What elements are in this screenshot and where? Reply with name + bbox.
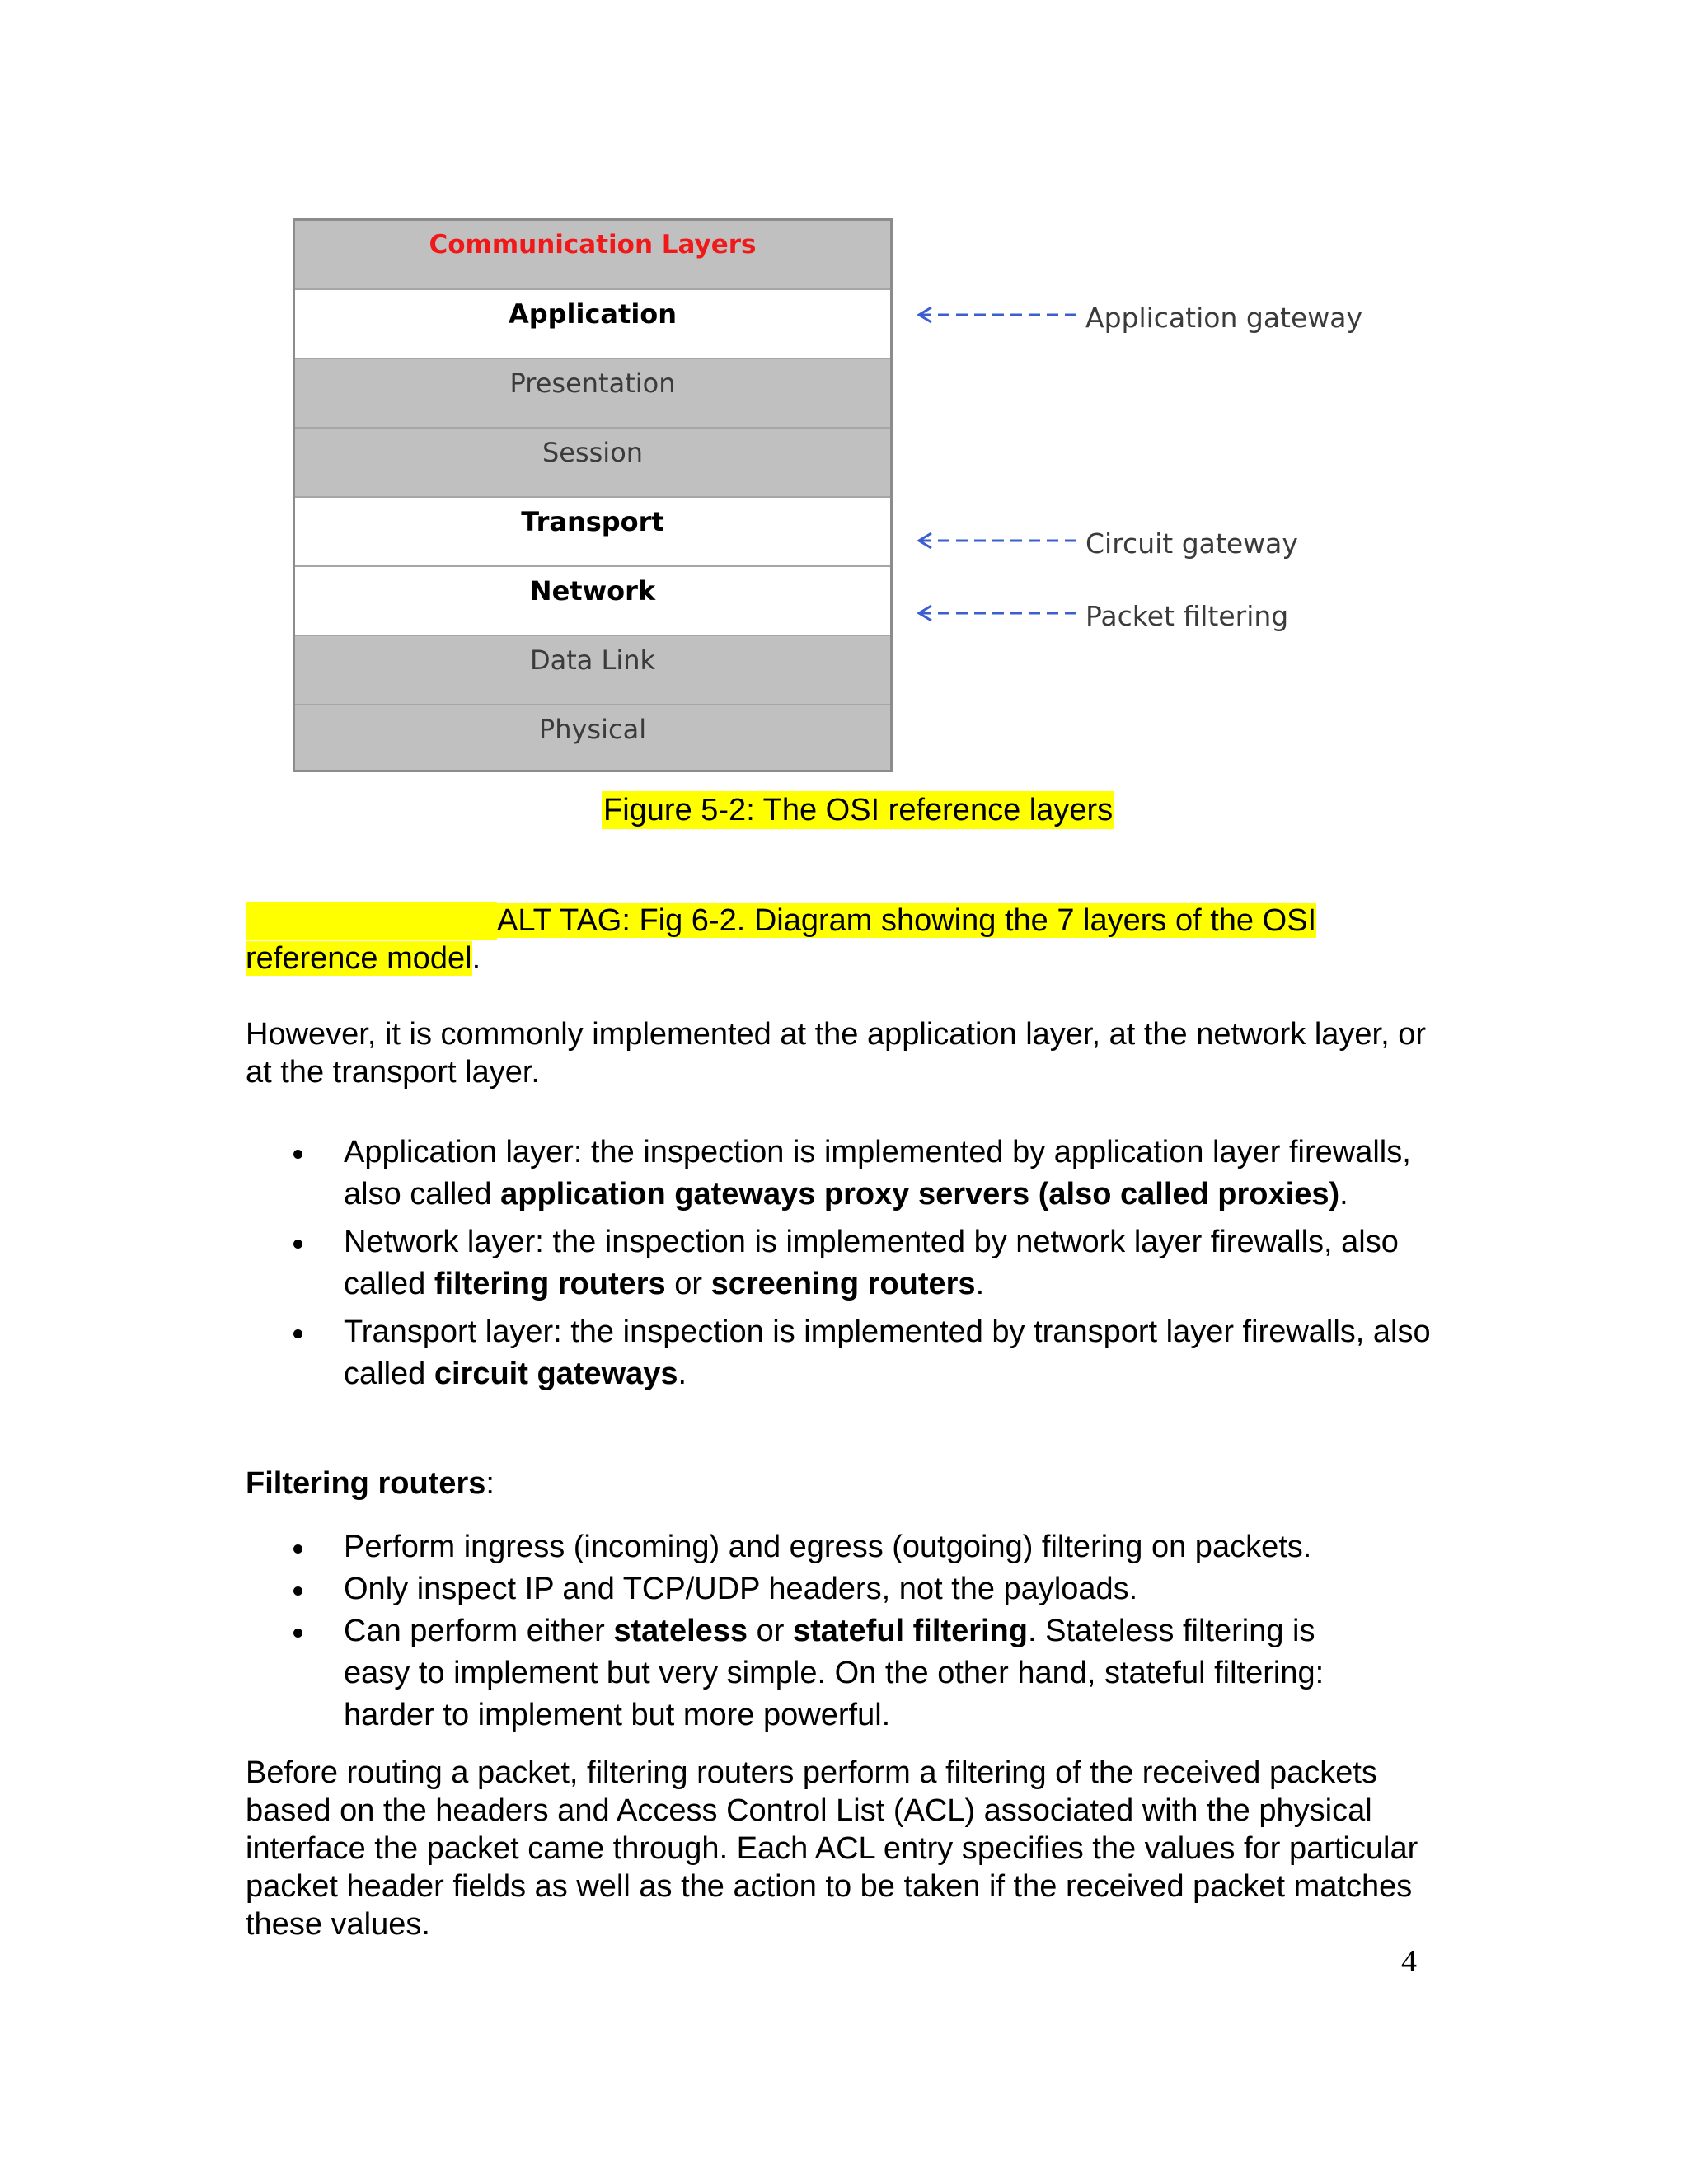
circuit-gateway-annotation	[915, 527, 1298, 560]
packet-filtering-label: Packet filtering	[1085, 600, 1289, 632]
dashed-left-arrow-icon	[915, 305, 1076, 325]
dashed-left-arrow-icon	[915, 603, 1076, 623]
layer-bullet-list	[246, 1132, 1449, 1401]
list-item: Network layer: the inspection is implemented by network layer firewalls, also called filtering routers or screening routers.	[246, 1221, 1448, 1305]
alt-tag-line2: reference model	[246, 941, 472, 976]
circuit-gateway-label: Circuit gateway	[1085, 527, 1298, 560]
osi-layer-physical: Physical	[538, 714, 647, 745]
packet-filtering-annotation	[915, 600, 1288, 632]
osi-layer-application: Application	[295, 290, 890, 359]
bullet-icon	[293, 1629, 302, 1638]
alt-tag-line1: ALT TAG: Fig 6-2. Diagram showing the 7 layers of the OSI	[497, 903, 1317, 938]
osi-layer-transport: Transport	[295, 498, 890, 567]
osi-layer-network: Network	[295, 567, 890, 636]
figure-caption: Figure 5-2: The OSI reference layers	[603, 793, 1114, 827]
bullet-icon	[293, 1586, 302, 1596]
however-paragraph: However, it is commonly implemented at the application layer, at the network layer, or at the transport layer.	[246, 1017, 1427, 1090]
list-item: Perform ingress (incoming) and egress (outgoing) filtering on packets.	[246, 1526, 1449, 1568]
alt-tag-paragraph	[246, 902, 1432, 977]
bullet-icon	[293, 1240, 302, 1249]
list-item: Transport layer: the inspection is implemented by transport layer firewalls, also called circuit gateways.	[246, 1311, 1473, 1395]
alt-tag-period: .	[471, 941, 481, 976]
before-routing-paragraph: Before routing a packet, filtering routers perform a filtering of the received packets based on the headers and Access Control List (ACL) associated with the physical interface the packet came through. Each ACL entry specifies the values for particular packet header fields as well as the action to be taken if the received packet matches these values.	[246, 1755, 1418, 1942]
list-item: Can perform either stateless or stateful filtering. Stateless filtering is easy to implement but very simple. On the other hand, stateful filtering: harder to implement but more powerful.	[246, 1610, 1382, 1736]
filtering-bullet-list	[246, 1526, 1449, 1736]
filtering-routers-heading: Filtering routers:	[246, 1466, 495, 1501]
page-number: 4	[1401, 1944, 1417, 1979]
bullet-icon	[293, 1329, 302, 1338]
osi-layers-table	[293, 218, 893, 772]
osi-layer-data-link: Data Link	[295, 636, 890, 705]
dashed-left-arrow-icon	[915, 531, 1076, 551]
osi-table-header: Communication Layers	[295, 221, 890, 290]
bullet-icon	[293, 1150, 302, 1159]
osi-layer-presentation: Presentation	[295, 359, 890, 429]
application-gateway-label: Application gateway	[1085, 302, 1363, 334]
list-item: Only inspect IP and TCP/UDP headers, not the payloads.	[246, 1568, 1449, 1610]
list-item: Application layer: the inspection is implemented by application layer firewalls, also called application gateways proxy servers (also called proxies).	[246, 1132, 1415, 1216]
highlight-indent	[246, 902, 497, 940]
application-gateway-annotation	[915, 302, 1362, 334]
bullet-icon	[293, 1544, 302, 1554]
osi-layer-session: Session	[295, 429, 890, 498]
